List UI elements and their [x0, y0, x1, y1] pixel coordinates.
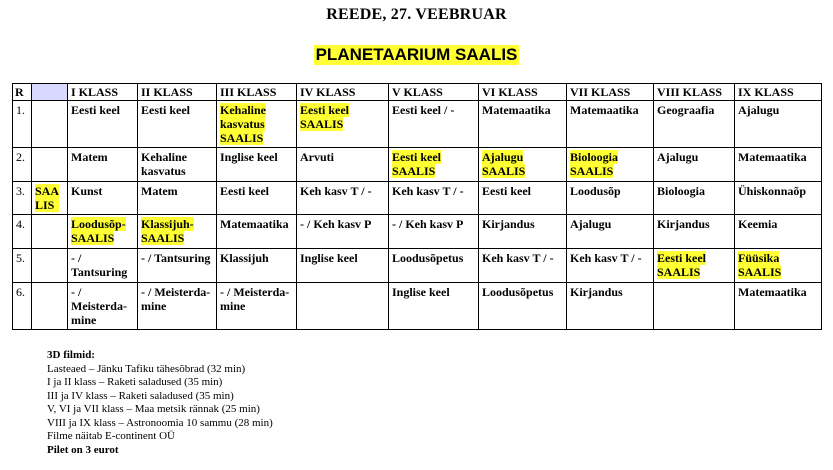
- lesson-cell: [479, 101, 567, 148]
- table-row: [13, 182, 822, 215]
- lesson-text: Inglise keel: [392, 285, 450, 299]
- room-cell: [32, 182, 68, 215]
- lesson-text: Matemaatika: [738, 285, 807, 299]
- lesson-text: SAALIS: [657, 265, 701, 279]
- lesson-text: SAALIS: [738, 265, 782, 279]
- lesson-text: Eesti keel: [71, 103, 120, 117]
- page-title: REEDE, 27. VEEBRUAR: [326, 6, 507, 23]
- note-line: Lasteaed – Jänku Tafiku tähesõbrad (32 min): [47, 362, 246, 375]
- lesson-cell: [479, 182, 567, 215]
- lesson-line-highlighted: [300, 103, 385, 117]
- lesson-line: [300, 251, 385, 265]
- table-row: [13, 283, 822, 330]
- lesson-line: [738, 217, 818, 231]
- header-row-number: R: [13, 84, 32, 101]
- lesson-line-highlighted: [570, 150, 650, 164]
- lesson-line: [570, 103, 650, 117]
- lesson-text: Füüsika: [738, 251, 780, 265]
- lesson-text: Ajalugu: [570, 217, 612, 231]
- lesson-cell: [297, 182, 389, 215]
- lesson-line: [392, 103, 475, 117]
- lesson-text: SAALIS: [300, 117, 344, 131]
- lesson-cell: [138, 283, 217, 330]
- lesson-cell: [735, 249, 822, 283]
- lesson-line-highlighted: [300, 117, 385, 131]
- lesson-cell: [297, 101, 389, 148]
- lesson-text: Matemaatika: [738, 150, 807, 164]
- room-cell: [32, 283, 68, 330]
- header-class: IV KLASS: [297, 84, 389, 101]
- lesson-line: [141, 150, 213, 164]
- lesson-cell: [567, 101, 654, 148]
- lesson-text: Keh kasv T / -: [482, 251, 554, 265]
- lesson-text: Eesti keel: [220, 184, 269, 198]
- lesson-line: [220, 217, 293, 231]
- lesson-cell: [654, 101, 735, 148]
- lesson-text: SAALIS: [220, 131, 264, 145]
- lesson-cell: [138, 148, 217, 182]
- lesson-line: [657, 150, 731, 164]
- lesson-cell: [654, 148, 735, 182]
- lesson-text: - / Keh kasv P: [392, 217, 464, 231]
- lesson-cell: [68, 148, 138, 182]
- lesson-cell: [68, 101, 138, 148]
- lesson-text: Ühiskonnaõp: [738, 184, 807, 198]
- lesson-text: Kunst: [71, 184, 103, 198]
- lesson-text: Matem: [141, 184, 178, 198]
- header-class: I KLASS: [68, 84, 138, 101]
- lesson-cell: [479, 283, 567, 330]
- lesson-line: [738, 184, 818, 198]
- note-line: Filme näitab E-continent OÜ: [47, 430, 175, 442]
- lesson-cell: [68, 249, 138, 283]
- lesson-line-highlighted: [220, 117, 293, 131]
- lesson-line: [71, 299, 134, 313]
- lesson-text: Keh kasv T / -: [570, 251, 642, 265]
- lesson-cell: [567, 182, 654, 215]
- lesson-text: Loodusõpetus: [392, 251, 464, 265]
- lesson-cell: [389, 101, 479, 148]
- lesson-line: [392, 251, 475, 265]
- lesson-line: [738, 103, 818, 117]
- lesson-line: [300, 217, 385, 231]
- lesson-cell: [217, 101, 297, 148]
- lesson-cell: [68, 283, 138, 330]
- lesson-cell: [567, 283, 654, 330]
- header-class: VI KLASS: [479, 84, 567, 101]
- note-line: VIII ja IX klass – Astronoomia 10 sammu (28 min): [47, 416, 273, 429]
- lesson-line: [220, 285, 293, 299]
- table-row: [13, 249, 822, 283]
- lesson-line-highlighted: [220, 103, 293, 117]
- header-row: [13, 84, 822, 101]
- lesson-text: Ajalugu: [482, 150, 524, 164]
- lesson-line: [392, 285, 475, 299]
- lesson-cell: [479, 215, 567, 249]
- lesson-line: [220, 184, 293, 198]
- row-number: 3.: [13, 182, 32, 215]
- room-cell: [32, 249, 68, 283]
- note-line: I ja II klass – Raketi saladused (35 min): [47, 376, 223, 388]
- lesson-cell: [735, 182, 822, 215]
- lesson-text: Kirjandus: [657, 217, 710, 231]
- lesson-text: Matemaatika: [220, 217, 289, 231]
- lesson-line: [71, 251, 134, 265]
- lesson-line-highlighted: [482, 164, 563, 178]
- lesson-text: Eesti keel: [482, 184, 531, 198]
- header-class: VII KLASS: [567, 84, 654, 101]
- lesson-line: [482, 103, 563, 117]
- lesson-line-highlighted: [392, 150, 475, 164]
- lesson-text: Eesti keel / -: [392, 103, 455, 117]
- header-class: III KLASS: [217, 84, 297, 101]
- room-cell: [32, 215, 68, 249]
- lesson-text: Matem: [71, 150, 108, 164]
- lesson-text: - / Keh kasv P: [300, 217, 372, 231]
- lesson-text: mine: [220, 299, 246, 313]
- lesson-cell: [479, 249, 567, 283]
- lesson-line: [71, 184, 134, 198]
- lesson-text: SAALIS: [141, 231, 185, 245]
- lesson-line: [71, 103, 134, 117]
- room-cell: [32, 101, 68, 148]
- lesson-line: [657, 103, 731, 117]
- lesson-text: - / Meisterda-: [220, 285, 290, 299]
- lesson-line-highlighted: [570, 164, 650, 178]
- lesson-line-highlighted: [657, 251, 731, 265]
- lesson-line: [738, 150, 818, 164]
- lesson-cell: [654, 215, 735, 249]
- lesson-cell: [735, 148, 822, 182]
- lesson-line-highlighted: [392, 164, 475, 178]
- lesson-text: Meisterda-: [71, 299, 127, 313]
- row-number: 2.: [13, 148, 32, 182]
- lesson-cell: [138, 101, 217, 148]
- lesson-line: [220, 299, 293, 313]
- lesson-text: Keh kasv T / -: [392, 184, 464, 198]
- notes-heading: 3D filmid:: [47, 349, 95, 361]
- lesson-text: Ajalugu: [738, 103, 780, 117]
- header-class: V KLASS: [389, 84, 479, 101]
- lesson-line: [71, 265, 134, 279]
- lesson-text: kasvatus: [141, 164, 186, 178]
- lesson-text: Eesti keel: [141, 103, 190, 117]
- lesson-text: Loodusõp-: [71, 217, 126, 231]
- lesson-text: Kirjandus: [482, 217, 535, 231]
- lesson-cell: [567, 249, 654, 283]
- lesson-line-highlighted: [738, 251, 818, 265]
- note-line: III ja IV klass – Raketi saladused (35 min): [47, 389, 234, 402]
- lesson-line: [141, 251, 213, 265]
- lesson-line: [570, 285, 650, 299]
- header-class: IX KLASS: [735, 84, 822, 101]
- lesson-cell: [389, 249, 479, 283]
- lesson-cell: [654, 249, 735, 283]
- lesson-text: - / Meisterda-: [141, 285, 211, 299]
- header-room: [32, 84, 68, 101]
- lesson-cell: [138, 249, 217, 283]
- lesson-text: - /: [71, 251, 82, 265]
- lesson-cell: [68, 215, 138, 249]
- lesson-line: [220, 150, 293, 164]
- lesson-line: [141, 103, 213, 117]
- lesson-text: Kehaline: [141, 150, 188, 164]
- lesson-line: [300, 184, 385, 198]
- lesson-text: Ajalugu: [657, 150, 699, 164]
- lesson-text: Bioloogia: [657, 184, 706, 198]
- lesson-line-highlighted: [738, 265, 818, 279]
- lesson-cell: [297, 249, 389, 283]
- schedule-table: [12, 83, 822, 330]
- lesson-cell: [297, 215, 389, 249]
- lesson-cell: [68, 182, 138, 215]
- subtitle: PLANETAARIUM SAALIS: [315, 45, 518, 64]
- row-number: 5.: [13, 249, 32, 283]
- lesson-text: Tantsuring: [71, 265, 128, 279]
- lesson-cell: [389, 215, 479, 249]
- lesson-line: [657, 184, 731, 198]
- lesson-line-highlighted: [141, 231, 213, 245]
- lesson-line: [392, 184, 475, 198]
- lesson-text: Eesti keel: [657, 251, 706, 265]
- lesson-cell: [389, 182, 479, 215]
- table-row: [13, 215, 822, 249]
- lesson-line: [482, 285, 563, 299]
- lesson-text: Loodusõpetus: [482, 285, 554, 299]
- lesson-text: Inglise keel: [220, 150, 278, 164]
- lesson-cell: [217, 249, 297, 283]
- lesson-line: [570, 251, 650, 265]
- notes-block: [47, 349, 273, 457]
- lesson-line-highlighted: [141, 217, 213, 231]
- lesson-line: [570, 184, 650, 198]
- notes-footer: Pilet on 3 eurot: [47, 443, 119, 456]
- lesson-text: Loodusõp: [570, 184, 621, 198]
- lesson-text: mine: [71, 313, 97, 327]
- lesson-line: [300, 150, 385, 164]
- lesson-line: [482, 251, 563, 265]
- lesson-line: [738, 285, 818, 299]
- lesson-text: Kehaline: [220, 103, 267, 117]
- header-class: VIII KLASS: [654, 84, 735, 101]
- lesson-cell: [735, 215, 822, 249]
- lesson-line: [570, 217, 650, 231]
- lesson-cell: [479, 148, 567, 182]
- lesson-cell: [735, 283, 822, 330]
- subtitle-wrap: [0, 45, 833, 65]
- lesson-text: Keemia: [738, 217, 778, 231]
- lesson-cell: [217, 182, 297, 215]
- lesson-text: kasvatus: [220, 117, 265, 131]
- lesson-line: [141, 299, 213, 313]
- note-line: V, VI ja VII klass – Maa metsik rännak (25 min): [47, 403, 260, 415]
- lesson-line-highlighted: [657, 265, 731, 279]
- lesson-text: Klassijuh: [220, 251, 269, 265]
- schedule-body: [13, 101, 822, 330]
- lesson-cell: [138, 215, 217, 249]
- lesson-cell: [297, 283, 389, 330]
- lesson-line: [141, 285, 213, 299]
- lesson-line: [392, 217, 475, 231]
- lesson-text: - / Tantsuring: [141, 251, 211, 265]
- lesson-text: Klassijuh-: [141, 217, 194, 231]
- lesson-line: [141, 184, 213, 198]
- lesson-line: [220, 251, 293, 265]
- row-number: 4.: [13, 215, 32, 249]
- header-class: II KLASS: [138, 84, 217, 101]
- lesson-cell: [567, 148, 654, 182]
- lesson-text: Matemaatika: [570, 103, 639, 117]
- lesson-text: Matemaatika: [482, 103, 551, 117]
- lesson-line-highlighted: [482, 150, 563, 164]
- lesson-text: SAALIS: [392, 164, 436, 178]
- lesson-line-highlighted: [71, 231, 134, 245]
- room-cell: [32, 148, 68, 182]
- lesson-text: Geograafia: [657, 103, 715, 117]
- lesson-text: Eesti keel: [392, 150, 441, 164]
- lesson-cell: [217, 283, 297, 330]
- lesson-cell: [217, 215, 297, 249]
- lesson-line: [71, 150, 134, 164]
- lesson-line-highlighted: [220, 131, 293, 145]
- lesson-cell: [389, 148, 479, 182]
- lesson-line: [657, 217, 731, 231]
- row-number: 6.: [13, 283, 32, 330]
- room-label: SAALIS: [35, 184, 60, 212]
- lesson-text: SAALIS: [482, 164, 526, 178]
- table-row: [13, 148, 822, 182]
- lesson-text: Keh kasv T / -: [300, 184, 372, 198]
- lesson-text: Inglise keel: [300, 251, 358, 265]
- lesson-line: [71, 313, 134, 327]
- lesson-cell: [297, 148, 389, 182]
- lesson-text: SAALIS: [71, 231, 115, 245]
- row-number: 1.: [13, 101, 32, 148]
- lesson-line: [71, 285, 134, 299]
- lesson-text: SAALIS: [570, 164, 614, 178]
- lesson-cell: [654, 182, 735, 215]
- lesson-text: Kirjandus: [570, 285, 623, 299]
- table-row: [13, 101, 822, 148]
- lesson-cell: [654, 283, 735, 330]
- lesson-text: Eesti keel: [300, 103, 349, 117]
- lesson-text: Arvuti: [300, 150, 334, 164]
- lesson-line-highlighted: [71, 217, 134, 231]
- lesson-cell: [735, 101, 822, 148]
- lesson-line: [482, 184, 563, 198]
- lesson-cell: [138, 182, 217, 215]
- lesson-text: - /: [71, 285, 82, 299]
- lesson-line: [141, 164, 213, 178]
- lesson-line: [482, 217, 563, 231]
- lesson-text: mine: [141, 299, 167, 313]
- lesson-text: Bioloogia: [570, 150, 619, 164]
- lesson-cell: [389, 283, 479, 330]
- lesson-cell: [567, 215, 654, 249]
- lesson-cell: [217, 148, 297, 182]
